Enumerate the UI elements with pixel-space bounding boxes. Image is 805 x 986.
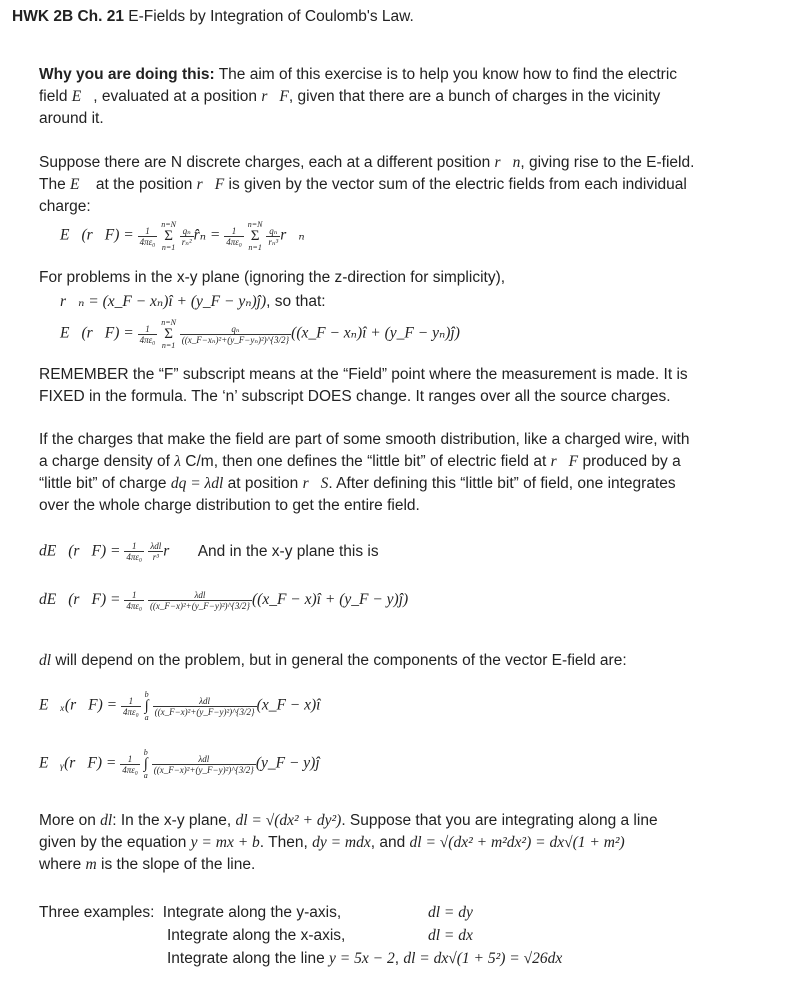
eq1-rn2: rₙ² (181, 236, 192, 247)
more-dl: dl (100, 812, 113, 829)
continuous-line3a: “little bit” of charge (39, 475, 171, 492)
equation-Ex (39, 690, 320, 722)
ey-num: λdl (152, 754, 256, 765)
why-line2a: field (39, 88, 72, 105)
dl-equation: dl = √(dx² + dy²) (235, 812, 342, 829)
eq1-rhat: r̂ₙ (193, 226, 206, 244)
continuous-line1: If the charges that make the field are part of some smooth distribution, like a charged wire, with (39, 431, 690, 448)
xy-eq-den: ((x_F−xₙ)²+(y_F−yₙ)²)^{3/2} (181, 334, 290, 345)
dE-rvec: r⃗ (163, 542, 182, 560)
ex-lim-b: b (144, 690, 149, 699)
m-symbol: m (85, 856, 97, 873)
discrete-line3: charge: (39, 198, 91, 215)
continuous-section (39, 429, 789, 517)
xy-frac-num: 1 (138, 324, 158, 335)
continuous-line2b: C/m, then one defines the “little bit” of electric field at (181, 453, 551, 470)
components-intro (39, 650, 627, 672)
xy-eq-tail: ((x_F − xₙ)î + (y_F − yₙ)ĵ) (291, 324, 460, 342)
ey-tail: (y_F − y)ĵ (255, 754, 320, 772)
dE-frac2-num: λdl (150, 541, 162, 551)
discrete-line2c: is given by the vector sum of the electric fields from each individual (224, 176, 687, 193)
xy-sum-top: n=N (161, 318, 176, 327)
continuous-line2c: produced by a (578, 453, 681, 470)
dE2-lhs: dE⃗(r⃗F) = (39, 591, 125, 609)
more-line3b: is the slope of the line. (96, 856, 256, 873)
components-intro-text: will depend on the problem, but in general the components of the vector E-field are: (51, 652, 627, 669)
eq1-sum-top: n=N (161, 220, 176, 229)
ey-frac1-den: 4πε₀ (122, 764, 138, 775)
discrete-line1a: Suppose there are N discrete charges, each at a different position (39, 154, 495, 171)
eq1-sum-bot: n=1 (161, 243, 176, 252)
why-line2c: , given that there are a bunch of charges in the vicinity (288, 88, 661, 105)
rn-definition (60, 292, 326, 311)
title-bold: HWK 2B Ch. 21 (12, 8, 124, 25)
remember-note (39, 364, 789, 408)
more-line2c: , and (370, 834, 410, 851)
why-label: Why you are doing this: (39, 66, 215, 83)
dE-frac2-den: r³ (152, 552, 159, 562)
eq1b-frac-den: 4πε₀ (226, 236, 242, 247)
continuous-line3c: . After defining this “little bit” of field, one integrates (328, 475, 676, 492)
discrete-line2b: at the position (91, 176, 197, 193)
equation-Ey (39, 748, 320, 780)
rn-equation: r⃗ₙ = (x_F − xₙ)î + (y_F − yₙ)ĵ) (60, 293, 267, 310)
page-title (12, 8, 414, 26)
ey-lim-a: a (143, 771, 148, 780)
eq1b-sum-bot: n=1 (248, 243, 262, 252)
why-line3: around it. (39, 110, 104, 127)
components-dl: dl (39, 652, 52, 669)
why-rF-symbol: r⃗F (261, 88, 289, 105)
why-line2b: , evaluated at a position (93, 88, 262, 105)
xy-plane-text: And in the x-y plane this is (197, 542, 379, 560)
discrete-line2a: The (39, 176, 71, 193)
equation-dE (39, 541, 379, 562)
eq1b-sum-top: n=N (247, 220, 263, 229)
continuous-line4: over the whole charge distribution to get the entire field. (39, 497, 420, 514)
xy-sum-bot: n=1 (161, 341, 176, 350)
dE2-tail: ((x_F − x)î + (y_F − y)ĵ) (252, 591, 409, 609)
dE2-num: λdl (148, 590, 252, 601)
continuous-line3b: at position (223, 475, 303, 492)
ex-tail: (x_F − x)î (256, 696, 321, 714)
more-line3a: where (39, 856, 86, 873)
example-1-eq: dl = dy (428, 904, 473, 921)
more-line1c: . Suppose that you are integrating along a line (341, 812, 658, 829)
discrete-rn-symbol: r⃗n (494, 154, 521, 171)
dE2-den: ((x_F−x)²+(y_F−y)²)^{3/2} (149, 601, 251, 611)
ex-den: ((x_F−x)²+(y_F−y)²)^{3/2} (154, 706, 255, 717)
eq1-lhs: E⃗(r⃗F) = (60, 226, 138, 244)
xy-qn: qₙ (180, 324, 291, 335)
dE-lhs: dE⃗(r⃗F) = (39, 542, 125, 560)
xy-frac-den: 4πε₀ (139, 334, 156, 345)
title-rest: E-Fields by Integration of Coulomb's Law. (123, 8, 414, 25)
more-line2a: given by the equation (39, 834, 191, 851)
discrete-section (39, 152, 779, 218)
examples-section (39, 901, 779, 970)
equation-dE-xy (39, 590, 408, 611)
eq1b-rn3: rₙ³ (268, 236, 279, 247)
discrete-line1b: , giving rise to the E-field. (520, 154, 695, 171)
rS-symbol: r⃗S (302, 475, 329, 492)
eq1-frac-den: 4πε₀ (139, 236, 156, 247)
example-2-text: Integrate along the x-axis, (167, 927, 346, 944)
eq1-qn: qₙ (180, 226, 194, 237)
remember-line1: REMEMBER the “F” subscript means at the “Field” point where the measurement is made. It is (39, 366, 688, 383)
eq1-mid: = (209, 226, 225, 244)
continuous-line2a: a charge density of (39, 453, 175, 470)
ey-lim-b: b (143, 748, 148, 757)
discrete-E-symbol: E⃗ (70, 176, 92, 193)
example-1-text: Integrate along the y-axis, (162, 904, 342, 921)
eq1-frac-num: 1 (138, 226, 158, 237)
ey-den: ((x_F−x)²+(y_F−y)²)^{3/2} (153, 764, 254, 775)
so-that-text: , so that: (266, 293, 326, 310)
ex-num: λdl (153, 696, 257, 707)
ex-lhs: E⃗ₓ(r⃗F) = (39, 696, 122, 714)
ey-integral: ∫ (143, 756, 148, 772)
example-3-text: Integrate along the line (167, 950, 330, 967)
dE2-frac1-num: 1 (124, 590, 144, 601)
example-3-line: y = 5x − 2 (329, 950, 395, 967)
more-line1b: : In the x-y plane, (112, 812, 236, 829)
eq1b-qn: qₙ (266, 226, 280, 237)
more-line2b: . Then, (259, 834, 313, 851)
why-section (39, 64, 779, 130)
example-3-comma: , (394, 950, 404, 967)
equation-xy-sum: E⃗(r⃗F) = $\frac{1}{\text{4πε₀}}$ n=N Σ n=1 $\frac{\text{qₙ}}{\text{((x\_F−xₙ)²+(y\_F−yₙ)²)\textasciicircum{}\{3/2\}}}$ ((x_F − xₙ)î + (y_F − yₙ)ĵ) (60, 318, 460, 350)
dE-frac1-den: 4πε₀ (126, 552, 143, 562)
continuous-rF-symbol: r⃗F (550, 453, 579, 470)
eq1b-frac-num: 1 (224, 226, 244, 237)
xy-eq-lhs: E⃗(r⃗F) = (60, 324, 138, 342)
why-line1: The aim of this exercise is to help you know how to find the electric (214, 66, 678, 83)
dE2-frac1-den: 4πε₀ (126, 601, 143, 611)
dq-equation: dq = λdl (170, 475, 224, 492)
xy-intro: For problems in the x-y plane (ignoring the z-direction for simplicity), (39, 269, 506, 286)
example-3-eq: dl = dx√(1 + 5²) = √26dx (403, 950, 563, 967)
remember-line2: FIXED in the formula. The ‘n’ subscript DOES change. It ranges over all the source charges. (39, 388, 671, 405)
lambda-symbol: λ (174, 453, 181, 470)
more-line1a: More on (39, 812, 101, 829)
line-equation: y = mx + b (190, 834, 260, 851)
dl-full-equation: dl = √(dx² + m²dx²) = dx√(1 + m²) (409, 834, 625, 851)
examples-label: Three examples: (39, 904, 155, 921)
ex-frac1-den: 4πε₀ (123, 706, 139, 717)
ey-frac1-num: 1 (120, 754, 140, 765)
discrete-rF-symbol: r⃗F (196, 176, 225, 193)
dE-frac1-num: 1 (124, 541, 144, 552)
more-on-dl (39, 810, 799, 876)
ex-lim-a: a (144, 713, 149, 722)
example-2-eq: dl = dx (428, 927, 473, 944)
equation-coulomb-sum: E⃗(r⃗F) = $\frac{1}{\text{4πε₀}}$ n=N Σ n=1 $\frac{\text{qₙ}}{\text{rₙ²}}$ r̂ₙ = $\frac{1}{\text{4πε₀}}$ n=N Σ n=1 $\frac{\text{qₙ}}{\text{rₙ³}}$ r⃗ₙ (60, 220, 305, 252)
ex-frac1-num: 1 (121, 696, 141, 707)
ey-lhs: E⃗ᵧ(r⃗F) = (39, 754, 121, 772)
eq1b-rvec: r⃗ₙ (280, 226, 305, 244)
dy-equation: dy = mdx (312, 834, 371, 851)
ex-integral: ∫ (144, 698, 149, 714)
why-E-symbol: E⃗ (71, 88, 94, 105)
